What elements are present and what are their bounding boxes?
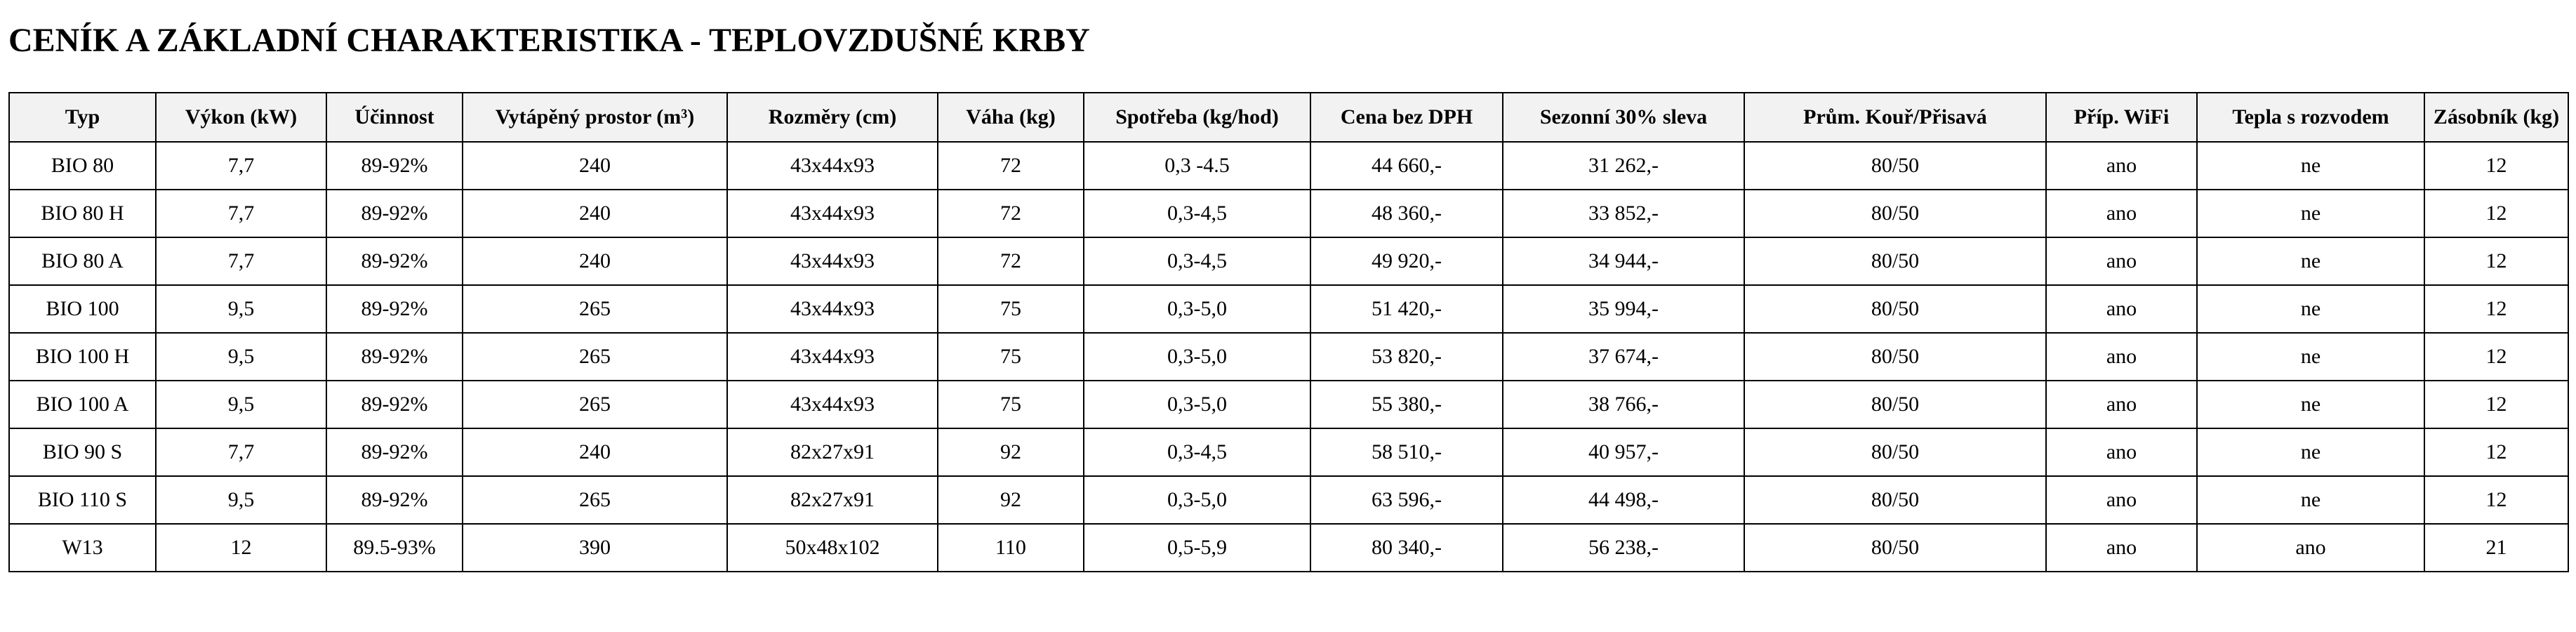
cell-vykon: 9,5 bbox=[156, 333, 326, 381]
cell-typ: BIO 80 A bbox=[9, 237, 156, 285]
header-typ: Typ bbox=[9, 93, 156, 142]
cell-cena-bez-dph: 55 380,- bbox=[1310, 381, 1503, 428]
cell-sezonni-sleva: 33 852,- bbox=[1503, 190, 1744, 237]
cell-vaha: 72 bbox=[938, 142, 1084, 190]
cell-ucinnost: 89-92% bbox=[326, 285, 463, 333]
cell-prip-wifi: ano bbox=[2046, 142, 2197, 190]
table-row bbox=[9, 381, 2568, 428]
cell-prum-kour-prisava: 80/50 bbox=[1744, 524, 2046, 572]
table-row bbox=[9, 142, 2568, 190]
cell-vaha: 75 bbox=[938, 381, 1084, 428]
cell-prip-wifi: ano bbox=[2046, 190, 2197, 237]
header-prum-kour-prisava: Prům. Kouř/Přisavá bbox=[1744, 93, 2046, 142]
table-row bbox=[9, 190, 2568, 237]
cell-vytapeny-prostor: 265 bbox=[463, 333, 727, 381]
cell-rozmery: 82x27x91 bbox=[727, 476, 938, 524]
header-vykon: Výkon (kW) bbox=[156, 93, 326, 142]
cell-typ: BIO 80 H bbox=[9, 190, 156, 237]
cell-prip-wifi: ano bbox=[2046, 476, 2197, 524]
cell-vykon: 9,5 bbox=[156, 381, 326, 428]
header-rozmery: Rozměry (cm) bbox=[727, 93, 938, 142]
cell-zasobnik: 12 bbox=[2424, 476, 2568, 524]
cell-typ: BIO 100 A bbox=[9, 381, 156, 428]
cell-zasobnik: 12 bbox=[2424, 333, 2568, 381]
cell-vaha: 110 bbox=[938, 524, 1084, 572]
cell-spotreba: 0,3-4,5 bbox=[1084, 190, 1310, 237]
cell-prum-kour-prisava: 80/50 bbox=[1744, 428, 2046, 476]
cell-tepla-s-rozvodem: ano bbox=[2197, 524, 2424, 572]
cell-vytapeny-prostor: 390 bbox=[463, 524, 727, 572]
cell-sezonni-sleva: 31 262,- bbox=[1503, 142, 1744, 190]
cell-typ: W13 bbox=[9, 524, 156, 572]
header-tepla-s-rozvodem: Tepla s rozvodem bbox=[2197, 93, 2424, 142]
header-cena-bez-dph: Cena bez DPH bbox=[1310, 93, 1503, 142]
header-ucinnost: Účinnost bbox=[326, 93, 463, 142]
cell-zasobnik: 12 bbox=[2424, 142, 2568, 190]
cell-rozmery: 50x48x102 bbox=[727, 524, 938, 572]
cell-prip-wifi: ano bbox=[2046, 524, 2197, 572]
cell-vykon: 7,7 bbox=[156, 428, 326, 476]
cell-cena-bez-dph: 49 920,- bbox=[1310, 237, 1503, 285]
cell-tepla-s-rozvodem: ne bbox=[2197, 381, 2424, 428]
cell-zasobnik: 12 bbox=[2424, 237, 2568, 285]
cell-vytapeny-prostor: 265 bbox=[463, 381, 727, 428]
cell-typ: BIO 100 bbox=[9, 285, 156, 333]
cell-prum-kour-prisava: 80/50 bbox=[1744, 381, 2046, 428]
cell-vykon: 9,5 bbox=[156, 285, 326, 333]
table-row bbox=[9, 428, 2568, 476]
cell-typ: BIO 110 S bbox=[9, 476, 156, 524]
table-header-row bbox=[9, 93, 2568, 142]
cell-vytapeny-prostor: 240 bbox=[463, 428, 727, 476]
cell-sezonni-sleva: 37 674,- bbox=[1503, 333, 1744, 381]
cell-rozmery: 43x44x93 bbox=[727, 142, 938, 190]
cell-sezonni-sleva: 35 994,- bbox=[1503, 285, 1744, 333]
cell-vytapeny-prostor: 265 bbox=[463, 476, 727, 524]
cell-cena-bez-dph: 48 360,- bbox=[1310, 190, 1503, 237]
cell-spotreba: 0,3-5,0 bbox=[1084, 285, 1310, 333]
cell-sezonni-sleva: 40 957,- bbox=[1503, 428, 1744, 476]
cell-typ: BIO 100 H bbox=[9, 333, 156, 381]
cell-prum-kour-prisava: 80/50 bbox=[1744, 237, 2046, 285]
cell-vaha: 72 bbox=[938, 237, 1084, 285]
header-sezonni-sleva: Sezonní 30% sleva bbox=[1503, 93, 1744, 142]
cell-ucinnost: 89-92% bbox=[326, 428, 463, 476]
cell-prip-wifi: ano bbox=[2046, 285, 2197, 333]
cell-sezonni-sleva: 34 944,- bbox=[1503, 237, 1744, 285]
header-vaha: Váha (kg) bbox=[938, 93, 1084, 142]
cell-sezonni-sleva: 56 238,- bbox=[1503, 524, 1744, 572]
cell-prum-kour-prisava: 80/50 bbox=[1744, 190, 2046, 237]
cell-spotreba: 0,3-5,0 bbox=[1084, 333, 1310, 381]
cell-tepla-s-rozvodem: ne bbox=[2197, 333, 2424, 381]
cell-zasobnik: 21 bbox=[2424, 524, 2568, 572]
header-vytapeny-prostor: Vytápěný prostor (m³) bbox=[463, 93, 727, 142]
header-prip-wifi: Příp. WiFi bbox=[2046, 93, 2197, 142]
cell-prip-wifi: ano bbox=[2046, 428, 2197, 476]
cell-ucinnost: 89-92% bbox=[326, 381, 463, 428]
cell-vytapeny-prostor: 265 bbox=[463, 285, 727, 333]
cell-vaha: 92 bbox=[938, 428, 1084, 476]
cell-rozmery: 43x44x93 bbox=[727, 237, 938, 285]
cell-vaha: 75 bbox=[938, 285, 1084, 333]
cell-prum-kour-prisava: 80/50 bbox=[1744, 142, 2046, 190]
cell-tepla-s-rozvodem: ne bbox=[2197, 190, 2424, 237]
cell-ucinnost: 89-92% bbox=[326, 237, 463, 285]
cell-spotreba: 0,3-4,5 bbox=[1084, 428, 1310, 476]
cell-ucinnost: 89-92% bbox=[326, 190, 463, 237]
cell-ucinnost: 89-92% bbox=[326, 142, 463, 190]
header-spotreba: Spotřeba (kg/hod) bbox=[1084, 93, 1310, 142]
cell-vaha: 72 bbox=[938, 190, 1084, 237]
cell-vaha: 92 bbox=[938, 476, 1084, 524]
cell-spotreba: 0,5-5,9 bbox=[1084, 524, 1310, 572]
cell-ucinnost: 89-92% bbox=[326, 476, 463, 524]
cell-prum-kour-prisava: 80/50 bbox=[1744, 333, 2046, 381]
cell-rozmery: 43x44x93 bbox=[727, 333, 938, 381]
table-row bbox=[9, 476, 2568, 524]
cell-vaha: 75 bbox=[938, 333, 1084, 381]
cell-sezonni-sleva: 38 766,- bbox=[1503, 381, 1744, 428]
cell-rozmery: 82x27x91 bbox=[727, 428, 938, 476]
cell-prip-wifi: ano bbox=[2046, 333, 2197, 381]
cell-cena-bez-dph: 53 820,- bbox=[1310, 333, 1503, 381]
cell-vytapeny-prostor: 240 bbox=[463, 142, 727, 190]
cell-ucinnost: 89-92% bbox=[326, 333, 463, 381]
cell-cena-bez-dph: 63 596,- bbox=[1310, 476, 1503, 524]
cell-typ: BIO 80 bbox=[9, 142, 156, 190]
cell-rozmery: 43x44x93 bbox=[727, 285, 938, 333]
cell-prum-kour-prisava: 80/50 bbox=[1744, 285, 2046, 333]
cell-ucinnost: 89.5-93% bbox=[326, 524, 463, 572]
cell-cena-bez-dph: 80 340,- bbox=[1310, 524, 1503, 572]
cell-vykon: 7,7 bbox=[156, 142, 326, 190]
cell-vykon: 12 bbox=[156, 524, 326, 572]
cell-zasobnik: 12 bbox=[2424, 381, 2568, 428]
cell-spotreba: 0,3 -4.5 bbox=[1084, 142, 1310, 190]
cell-tepla-s-rozvodem: ne bbox=[2197, 237, 2424, 285]
cell-tepla-s-rozvodem: ne bbox=[2197, 476, 2424, 524]
cell-spotreba: 0,3-5,0 bbox=[1084, 476, 1310, 524]
cell-vykon: 9,5 bbox=[156, 476, 326, 524]
cell-tepla-s-rozvodem: ne bbox=[2197, 428, 2424, 476]
cell-tepla-s-rozvodem: ne bbox=[2197, 285, 2424, 333]
cell-vykon: 7,7 bbox=[156, 190, 326, 237]
cell-sezonni-sleva: 44 498,- bbox=[1503, 476, 1744, 524]
cell-tepla-s-rozvodem: ne bbox=[2197, 142, 2424, 190]
cell-cena-bez-dph: 51 420,- bbox=[1310, 285, 1503, 333]
cell-prum-kour-prisava: 80/50 bbox=[1744, 476, 2046, 524]
cell-cena-bez-dph: 58 510,- bbox=[1310, 428, 1503, 476]
cell-prip-wifi: ano bbox=[2046, 237, 2197, 285]
cell-typ: BIO 90 S bbox=[9, 428, 156, 476]
cell-cena-bez-dph: 44 660,- bbox=[1310, 142, 1503, 190]
table-row bbox=[9, 333, 2568, 381]
cell-spotreba: 0,3-4,5 bbox=[1084, 237, 1310, 285]
table-row bbox=[9, 285, 2568, 333]
cell-vytapeny-prostor: 240 bbox=[463, 190, 727, 237]
table-body bbox=[9, 142, 2568, 572]
cell-zasobnik: 12 bbox=[2424, 428, 2568, 476]
cell-vykon: 7,7 bbox=[156, 237, 326, 285]
pricing-table bbox=[8, 92, 2569, 572]
cell-prip-wifi: ano bbox=[2046, 381, 2197, 428]
cell-rozmery: 43x44x93 bbox=[727, 190, 938, 237]
cell-zasobnik: 12 bbox=[2424, 285, 2568, 333]
table-row bbox=[9, 237, 2568, 285]
cell-vytapeny-prostor: 240 bbox=[463, 237, 727, 285]
cell-zasobnik: 12 bbox=[2424, 190, 2568, 237]
cell-spotreba: 0,3-5,0 bbox=[1084, 381, 1310, 428]
cell-rozmery: 43x44x93 bbox=[727, 381, 938, 428]
page-title: CENÍK A ZÁKLADNÍ CHARAKTERISTIKA - TEPLOVZDUŠNÉ KRBY bbox=[8, 22, 1090, 59]
header-zasobnik: Zásobník (kg) bbox=[2424, 93, 2568, 142]
table-row bbox=[9, 524, 2568, 572]
